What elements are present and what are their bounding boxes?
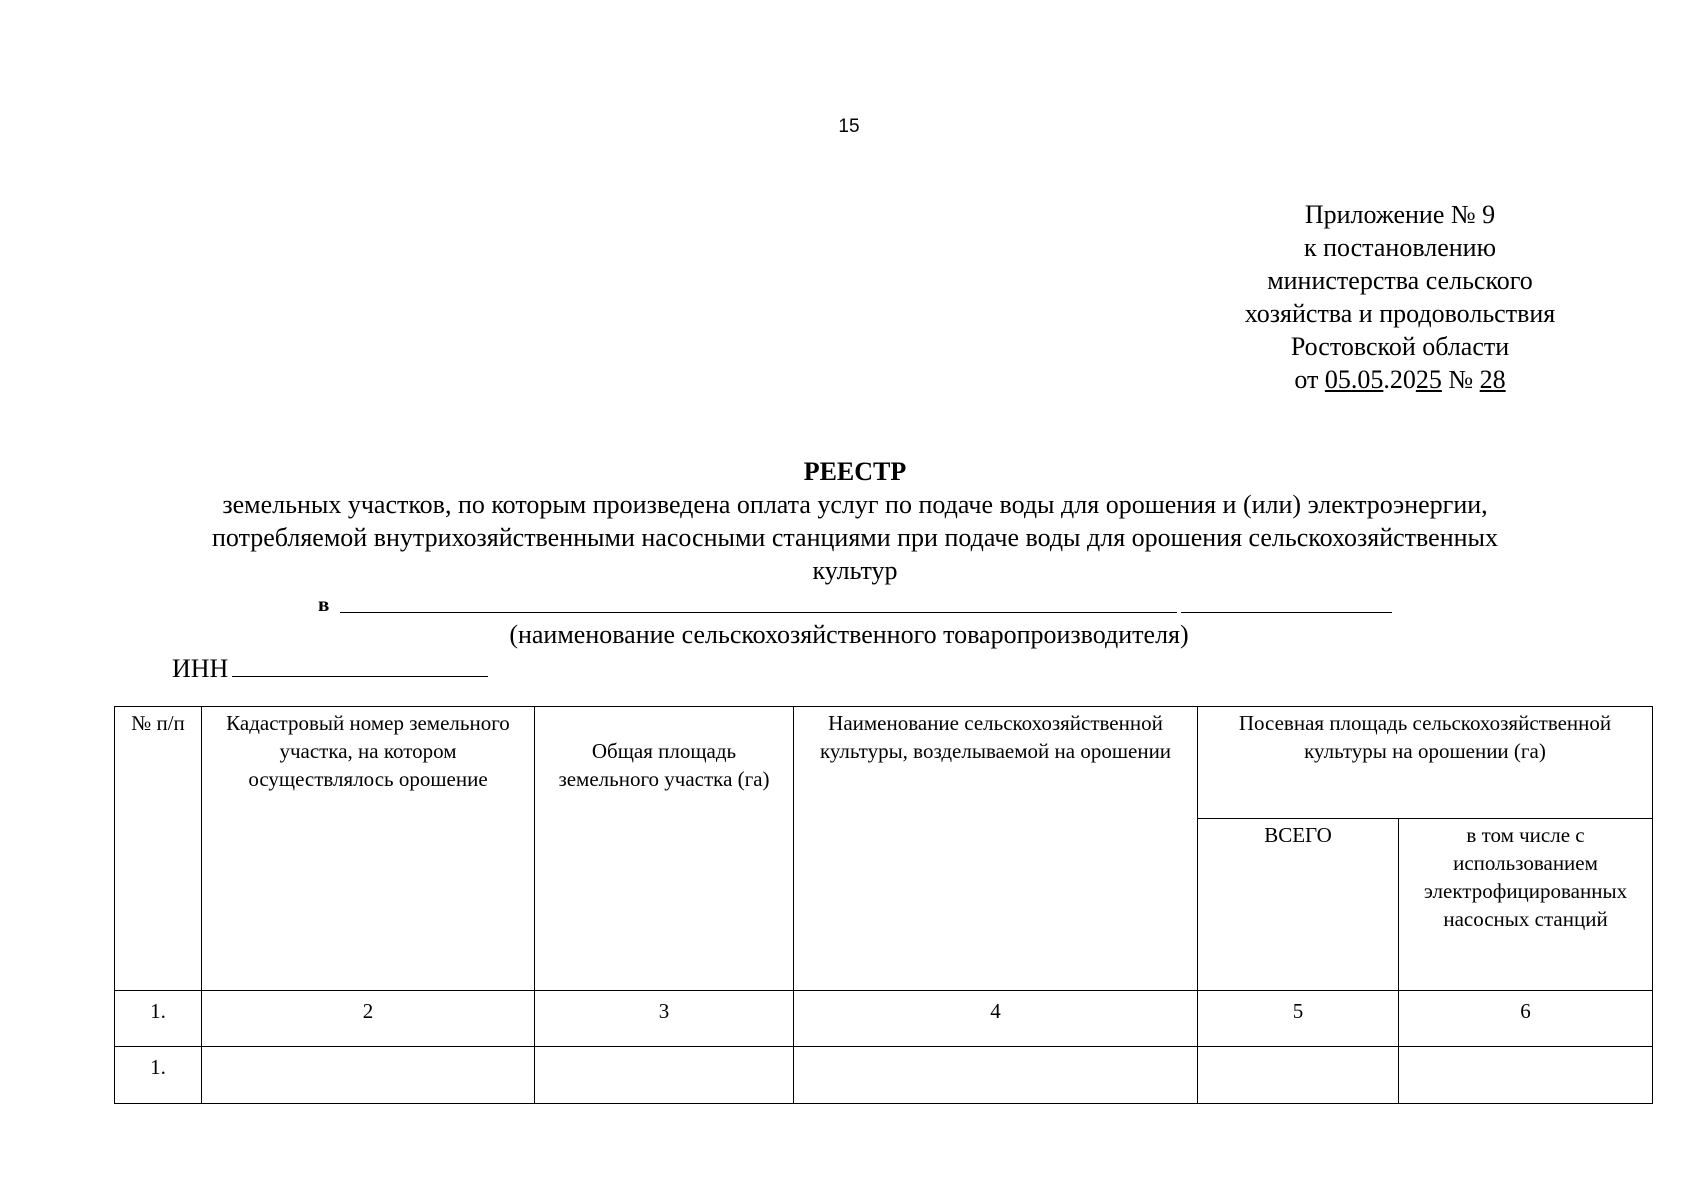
subtitle-line: потребляемой внутрихозяйственными насосными станциями при подаче воды для орошения сельскохозяйственных: [212, 523, 1498, 552]
producer-blank: [340, 612, 1177, 613]
producer-caption: (наименование сельскохозяйственного товаропроизводителя): [509, 620, 1189, 649]
numbering-cell: 6: [1399, 991, 1653, 1047]
appendix-line: министерства сельского: [1267, 266, 1533, 295]
numbering-cell: 5: [1198, 991, 1399, 1047]
date-year-start: .20: [1383, 365, 1416, 394]
numbering-cell: 1.: [115, 991, 202, 1047]
inn-blank: [232, 652, 488, 677]
table-cell: 1.: [115, 1047, 202, 1104]
appendix-date-line: [1210, 363, 1590, 396]
subtitle-line: земельных участков, по которым произведена оплата услуг по подаче воды для орошения и (или) электроэнергии,: [222, 490, 1488, 519]
appendix-line: хозяйства и продовольствия: [1244, 299, 1556, 328]
appendix-block: [1210, 198, 1590, 396]
subtitle-line: культур: [812, 556, 898, 585]
table-cell: [202, 1047, 535, 1104]
date-year-end: 25: [1415, 365, 1442, 394]
producer-line: [318, 592, 329, 617]
document-title: РЕЕСТР: [803, 457, 907, 486]
numbering-row: [115, 991, 1653, 1047]
title-block: [120, 455, 1590, 587]
table-cell: [535, 1047, 794, 1104]
page-number: 15: [838, 116, 860, 137]
number-sign: №: [1441, 365, 1480, 394]
inn-line: [172, 652, 488, 684]
header-sown-area-group: Посевная площадь сельскохозяйственной культуры на орошении (га): [1198, 707, 1653, 819]
numbering-cell: 2: [202, 991, 535, 1047]
producer-blank-extra: [1181, 612, 1392, 613]
table-cell: [1399, 1047, 1653, 1104]
header-total: ВСЕГО: [1198, 819, 1399, 991]
in-label: в: [318, 592, 330, 616]
header-cadastral: Кадастровый номер земельного участка, на котором осуществлялось орошение: [202, 707, 535, 991]
date-prefix: от: [1294, 365, 1325, 394]
appendix-line: Приложение № 9: [1304, 200, 1496, 229]
header-total-area: Общая площадь земельного участка (га): [535, 707, 794, 991]
decree-number: 28: [1479, 365, 1506, 394]
appendix-line: к постановлению: [1303, 233, 1497, 262]
table-cell: [1198, 1047, 1399, 1104]
header-electrified: в том числе с использованием электрофицированных насосных станций: [1399, 819, 1653, 991]
table-row: [115, 1047, 1653, 1104]
appendix-line: Ростовской области: [1290, 332, 1510, 361]
date-day-month: 05.05: [1324, 365, 1384, 394]
table-cell: [794, 1047, 1198, 1104]
header-crop-name: Наименование сельскохозяйственной культуры, возделываемой на орошении: [794, 707, 1198, 991]
registry-table: [114, 706, 1653, 1104]
inn-label: ИНН: [172, 654, 229, 683]
numbering-cell: 3: [535, 991, 794, 1047]
numbering-cell: 4: [794, 991, 1198, 1047]
header-number: № п/п: [115, 707, 202, 991]
